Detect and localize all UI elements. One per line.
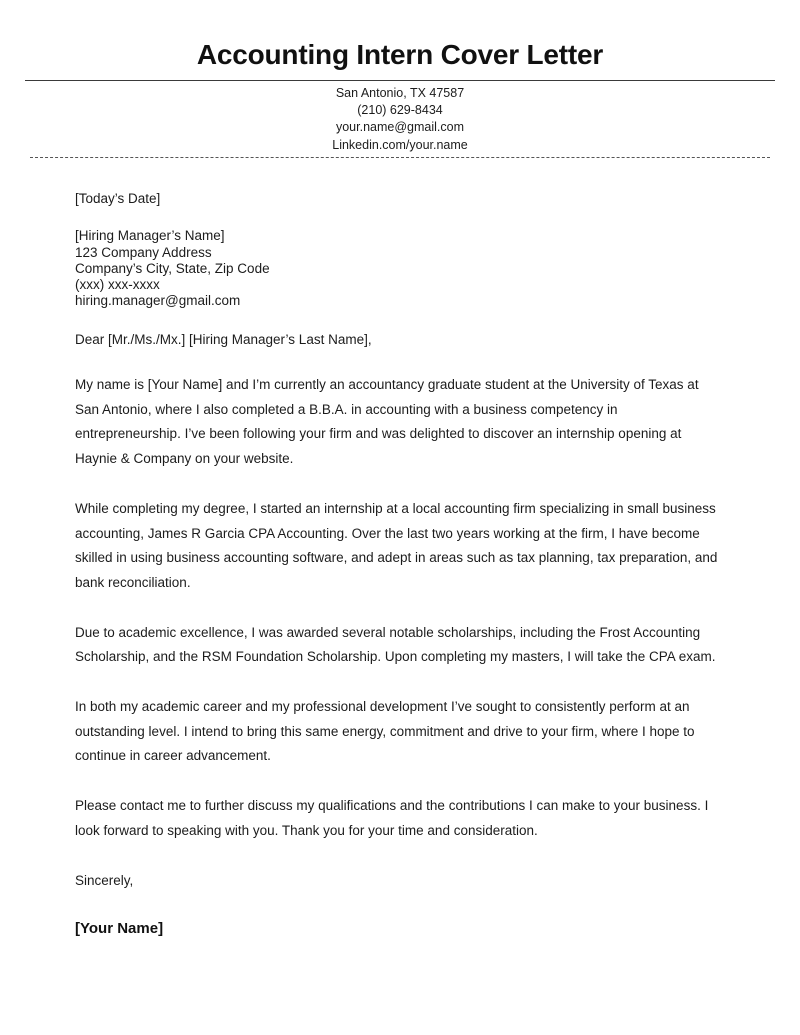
contact-phone-line: (210) 629-8434 xyxy=(357,103,443,118)
closing-line: Sincerely, xyxy=(75,872,134,888)
body-paragraph-4: In both my academic career and my professional development I’ve sought to consistently perform at an outstanding level. I intend to bring this same energy, commitment and drive to your firm, where I hope to continue in career advancement. xyxy=(75,699,695,764)
contact-email-line: your.name@gmail.com xyxy=(335,120,464,135)
page-title: Accounting Intern Cover Letter xyxy=(196,39,604,70)
recipient-address-block xyxy=(75,228,724,309)
signature-placeholder: [Your Name] xyxy=(75,920,164,938)
body-paragraph-3: Due to academic excellence, I was awarded several notable scholarships, including the Frost Accounting Scholarship, and the RSM Foundation Scholarship. Upon completing my masters, I will take the CPA exam. xyxy=(75,624,716,665)
header-divider-solid xyxy=(25,80,775,81)
body-paragraph-5: Please contact me to further discuss my qualifications and the contributions I can make to your business. I look forward to speaking with you. Thank you for your time and consideration. xyxy=(75,798,709,838)
contact-info-block xyxy=(0,85,800,154)
contact-linkedin-line: Linkedin.com/your.name xyxy=(332,137,468,152)
contact-city-line: San Antonio, TX 47587 xyxy=(335,85,465,100)
recipient-phone-line: (xxx) xxx-xxxx xyxy=(75,277,160,293)
recipient-city-line: Company’s City, State, Zip Code xyxy=(75,260,270,276)
recipient-name-line: [Hiring Manager’s Name] xyxy=(75,228,225,244)
letter-body xyxy=(0,158,800,938)
salutation-line: Dear [Mr./Ms./Mx.] [Hiring Manager’s Last Name], xyxy=(75,331,372,347)
body-paragraph-1: My name is [Your Name] and I’m currently an accountancy graduate student at the University of Texas at San Antonio, where I also completed a B.B.A. in accounting with a business competency in entrepreneurship. I’ve been following your firm and was delighted to discover an internship opening at Haynie & Company on your website. xyxy=(75,377,699,467)
recipient-email-line: hiring.manager@gmail.com xyxy=(75,293,241,309)
body-paragraph-2: While completing my degree, I started an internship at a local accounting firm specializing in small business accounting, James R Garcia CPA Accounting. Over the last two years working at the firm, I have become skilled in using business accounting software, and adept in areas such as tax planning, tax preparation, and bank reconciliation. xyxy=(75,500,718,590)
date-placeholder: [Today’s Date] xyxy=(75,190,161,206)
recipient-street-line: 123 Company Address xyxy=(75,244,212,260)
